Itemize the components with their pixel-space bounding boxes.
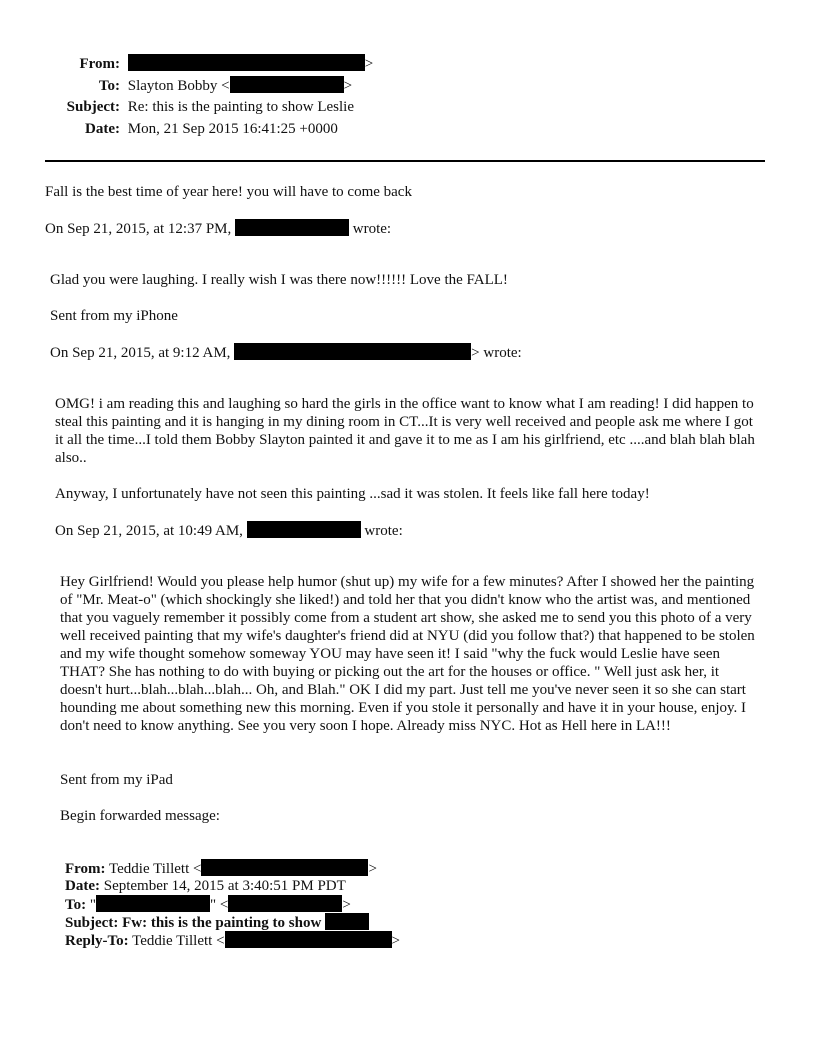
quote3-intro: [55, 521, 403, 540]
quote1-intro-post: wrote:: [352, 221, 392, 237]
fwd-to-open: ": [89, 897, 96, 913]
redaction-block: [201, 859, 368, 876]
fwd-subject-value: Fw: this is the painting to show: [122, 915, 322, 931]
fwd-replyto-value: Teddie Tillett <: [132, 933, 225, 949]
quote2-para1: OMG! i am reading this and laughing so hard the girls in the office want to know what I am reading! I did happen to steal this painting and it is hanging in my dining room in CT...It is very well received and people ask me where I got it all the time...I told them Bobby Slayton painted it and gave it to me as I am his girlfriend, etc ....and blah blah blah also..: [55, 396, 755, 466]
fwd-from-label: From:: [65, 861, 106, 877]
quote1-sent: Sent from my iPhone: [50, 308, 178, 324]
fwd-date-row: [65, 877, 346, 895]
fwd-to-label: To:: [65, 897, 87, 913]
redaction-block: [96, 895, 210, 912]
header-subject-row: [40, 98, 354, 116]
quote2-intro-pre: On Sep 21, 2015, at 9:12 AM,: [50, 345, 231, 361]
fwd-replyto-label: Reply-To:: [65, 933, 129, 949]
quote3-intro-pre: On Sep 21, 2015, at 10:49 AM,: [55, 523, 243, 539]
fwd-from-row: [65, 859, 377, 878]
fwd-replyto-suffix: >: [391, 933, 400, 949]
header-to-value: Slayton Bobby <: [127, 78, 230, 94]
quote3-intro-post: wrote:: [364, 523, 403, 539]
header-to-row: [40, 76, 352, 95]
fwd-replyto-row: [65, 931, 400, 950]
quote2-para2: Anyway, I unfortunately have not seen this painting ...sad it was stolen. It feels like fall here today!: [55, 486, 650, 502]
fwd-to-suffix: >: [342, 897, 351, 913]
fwd-date-label: Date:: [65, 878, 100, 894]
redaction-block: [228, 895, 342, 912]
quote2-intro-post: > wrote:: [471, 345, 522, 361]
fwd-to-row: [65, 895, 351, 914]
quote3-begin: Begin forwarded message:: [60, 808, 220, 824]
redaction-block: [128, 54, 365, 71]
header-date-value: Mon, 21 Sep 2015 16:41:25 +0000: [127, 121, 338, 137]
fwd-subject-label: Subject:: [65, 915, 119, 931]
header-subject-label: Subject:: [66, 99, 120, 115]
quote1-intro: [45, 219, 391, 238]
reply-line: Fall is the best time of year here! you will have to come back: [45, 184, 412, 200]
header-date-row: [40, 120, 338, 138]
quote2-intro: [50, 343, 522, 362]
quote3-para1: Hey Girlfriend! Would you please help humor (shut up) my wife for a few minutes? After I showed her the painting of "Mr. Meat-o" (which shockingly she liked!) and told her that you didn't know who the artist was, and mentioned that you vaguely remember it possibly come from a student art show, she asked me to send you this photo of a very well received painting that my wife's daughter's friend did at NYU (did you follow that?) that happened to be stolen and my wife thought somehow someway YOU may have seen it! I said "why the fuck would Leslie have seen THAT? She has nothing to do with buying or picking out the art for the houses or office. " Well just ask her, it doesn't hurt...blah...blah...blah... Oh, and Blah." OK I did my part. Just tell me you've never seen it so she can start hounding me about something new this morning. Even if you stole it personally and have it in your house, enjoy. I don't need to know anything. See you very soon I hope. Already miss NYC. Hot as Hell here in LA!!!: [60, 574, 755, 734]
header-date-label: Date:: [85, 121, 120, 137]
quote1-text: Glad you were laughing. I really wish I was there now!!!!!! Love the FALL!: [50, 272, 508, 288]
fwd-subject-row: [65, 913, 369, 932]
redaction-block: [235, 219, 349, 236]
quote1-intro-pre: On Sep 21, 2015, at 12:37 PM,: [45, 221, 232, 237]
header-subject-value: Re: this is the painting to show Leslie: [127, 99, 354, 115]
fwd-from-suffix: >: [368, 861, 377, 877]
header-divider: [45, 160, 765, 162]
header-to-label: To:: [98, 78, 120, 94]
header-from-row: [40, 54, 373, 73]
redaction-block: [230, 76, 344, 93]
fwd-from-value: Teddie Tillett <: [109, 861, 202, 877]
header-to-suffix: >: [343, 78, 353, 94]
redaction-block: [247, 521, 361, 538]
quote3-sent: Sent from my iPad: [60, 772, 173, 788]
redaction-block: [325, 913, 369, 930]
redaction-block: [225, 931, 392, 948]
redaction-block: [234, 343, 471, 360]
fwd-to-mid: " <: [210, 897, 229, 913]
fwd-date-value: September 14, 2015 at 3:40:51 PM PDT: [103, 878, 346, 894]
header-from-label: From:: [79, 56, 120, 72]
header-from-suffix: >: [364, 56, 374, 72]
